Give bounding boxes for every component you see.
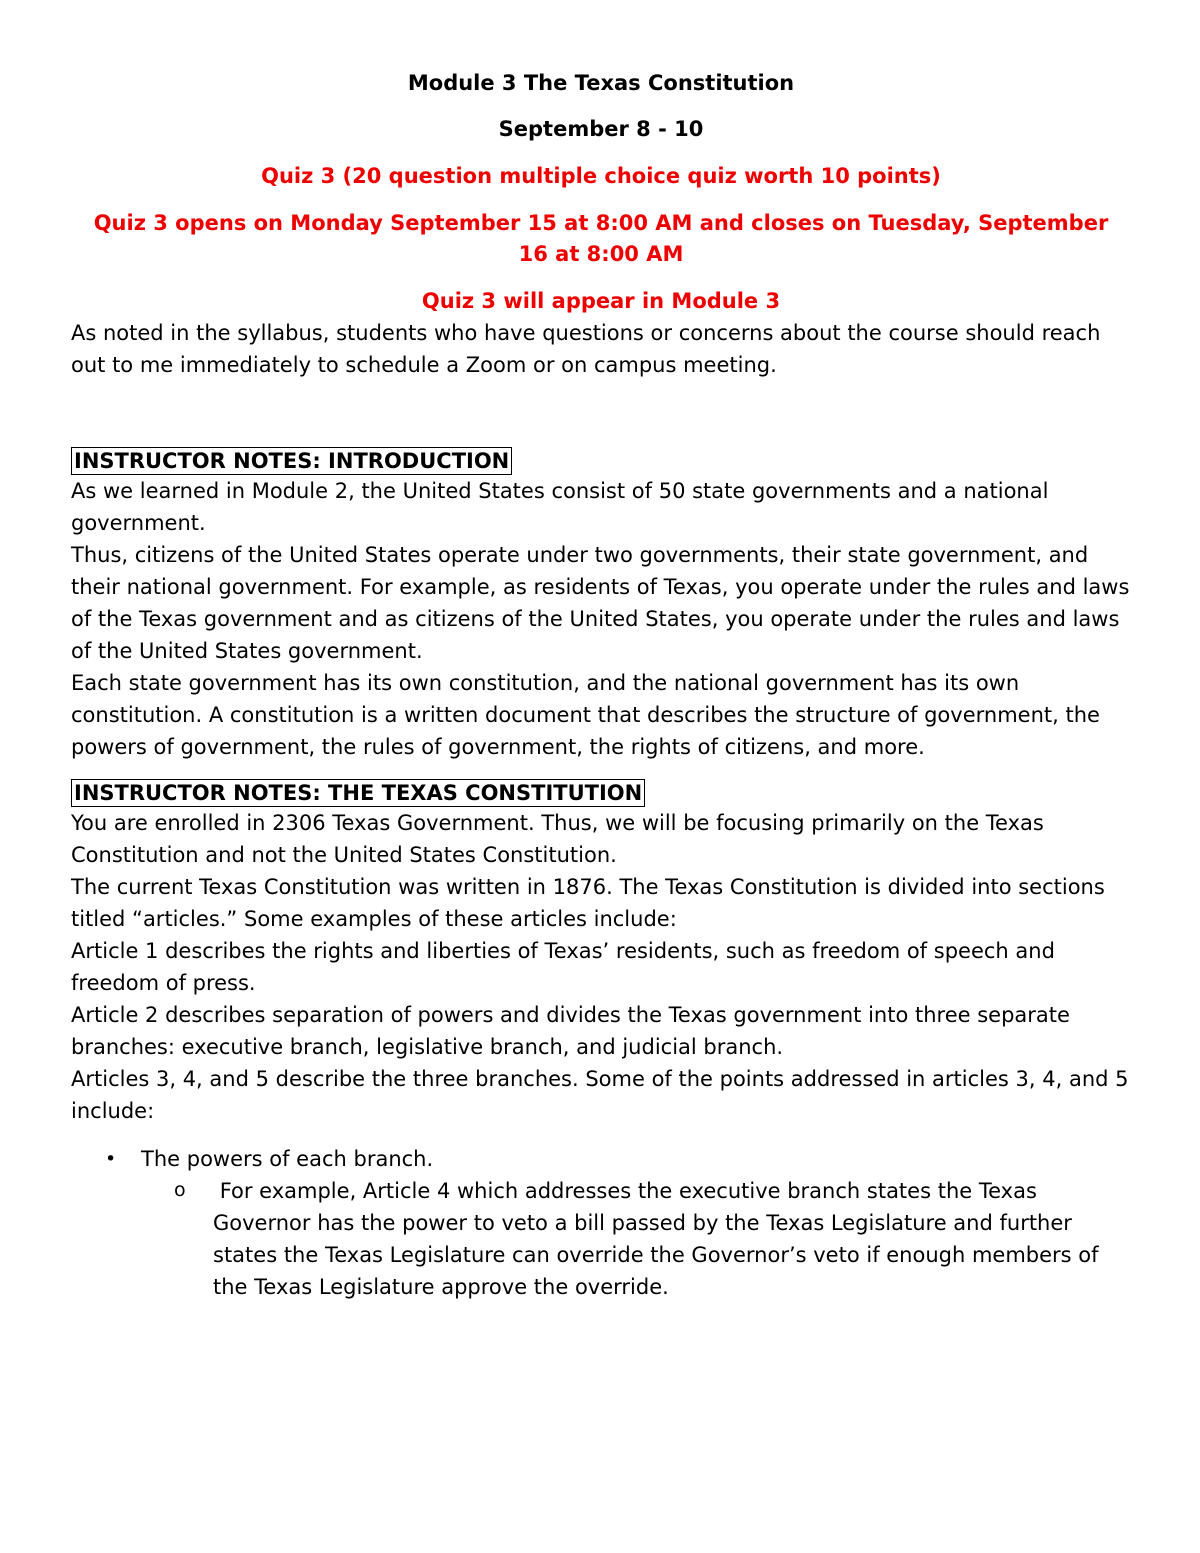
- quiz-location-line: Quiz 3 will appear in Module 3: [421, 289, 781, 313]
- paragraph: Article 2 describes separation of powers and divides the Texas government into three separate branches: executive branch, legislative branch, and judicial branch.: [71, 1003, 1070, 1059]
- paragraph: Articles 3, 4, and 5 describe the three branches. Some of the points addressed in articles 3, 4, and 5 include:: [71, 1067, 1129, 1123]
- list-item: [71, 1143, 1131, 1175]
- paragraph: Thus, citizens of the United States operate under two governments, their state government, and their national government. For example, as residents of Texas, you operate under the rules and laws of the Texas government and as citizens of the United States, you operate under the rules and laws of the United States government.: [71, 543, 1130, 663]
- paragraph: As we learned in Module 2, the United States consist of 50 state governments and a national government.: [71, 479, 1049, 535]
- paragraph: Each state government has its own constitution, and the national government has its own constitution. A constitution is a written document that describes the structure of government, the powers of government, the rules of government, the rights of citizens, and more.: [71, 671, 1100, 759]
- syllabus-note: As noted in the syllabus, students who have questions or concerns about the course should reach out to me immediately to schedule a Zoom or on campus meeting.: [71, 321, 1101, 377]
- bullet-marker: •: [105, 1148, 117, 1170]
- paragraph: The current Texas Constitution was written in 1876. The Texas Constitution is divided into sections titled “articles.” Some examples of these articles include:: [71, 875, 1105, 931]
- quiz-info-line: Quiz 3 (20 question multiple choice quiz worth 10 points): [261, 164, 941, 188]
- module-dates: September 8 - 10: [498, 117, 704, 141]
- section-heading: INSTRUCTOR NOTES: THE TEXAS CONSTITUTION: [71, 779, 645, 807]
- paragraph: You are enrolled in 2306 Texas Government. Thus, we will be focusing primarily on the Texas Constitution and not the United States Constitution.: [71, 811, 1044, 867]
- list-item: [71, 1175, 1131, 1303]
- sub-bullet-marker: o: [174, 1179, 186, 1201]
- section-texas-constitution: [71, 779, 1131, 1303]
- document-page: [71, 68, 1131, 1303]
- quiz-schedule-line: Quiz 3 opens on Monday September 15 at 8:00 AM and closes on Tuesday, September 16 at 8:00 AM: [93, 211, 1109, 266]
- bullet-list: [71, 1143, 1131, 1303]
- document-title: Module 3 The Texas Constitution: [407, 71, 795, 95]
- list-item-text: For example, Article 4 which addresses the executive branch states the Texas Governor has the power to veto a bill passed by the Texas Legislature and further states the Texas Legislature can override the Governor’s veto if enough members of the Texas Legislature approve the override.: [213, 1179, 1106, 1299]
- section-heading: INSTRUCTOR NOTES: INTRODUCTION: [71, 447, 512, 475]
- list-item-text: The powers of each branch.: [141, 1147, 434, 1171]
- section-introduction: [71, 447, 1131, 763]
- paragraph: Article 1 describes the rights and liberties of Texas’ residents, such as freedom of speech and freedom of press.: [71, 939, 1055, 995]
